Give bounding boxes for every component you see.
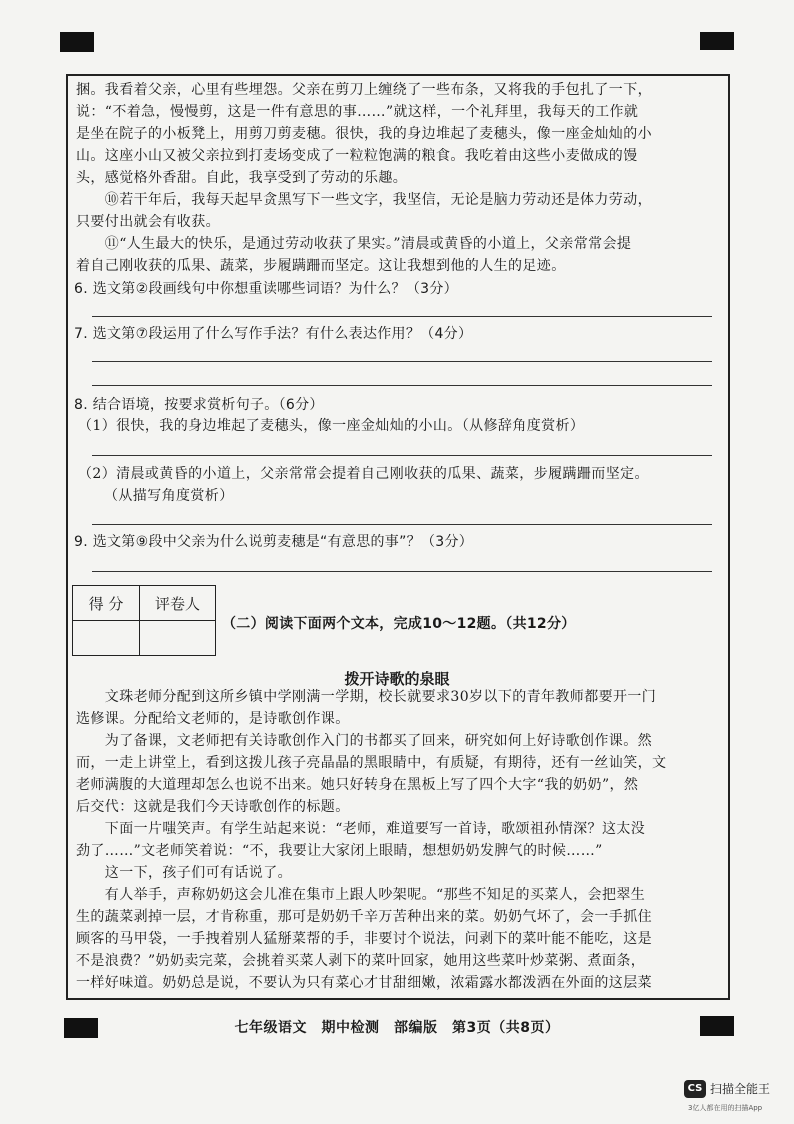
section2-heading: （二）阅读下面两个文本，完成10～12题。（共12分） xyxy=(222,616,576,632)
article-title: 拨开诗歌的泉眼 xyxy=(344,670,450,688)
article-line: 后交代：这就是我们今天诗歌创作的标题。 xyxy=(76,799,350,815)
grader-label: 评卷人 xyxy=(140,586,216,621)
answer-line-7b[interactable] xyxy=(92,385,712,386)
article-line: 为了备课，文老师把有关诗歌创作入门的书都买了回来，研究如何上好诗歌创作课。然 xyxy=(76,733,652,749)
question-8-1: （1）很快，我的身边堆起了麦穗头，像一座金灿灿的小山。（从修辞角度赏析） xyxy=(78,418,585,434)
score-cell[interactable] xyxy=(73,621,140,656)
question-6: 6. 选文第②段画线句中你想重读哪些词语？为什么？（3分） xyxy=(74,281,458,297)
question-8: 8. 结合语境，按要求赏析句子。（6分） xyxy=(74,397,324,413)
question-8-2-note: （从描写角度赏析） xyxy=(104,488,234,504)
article-line: 文珠老师分配到这所乡镇中学刚满一学期，校长就要求30岁以下的青年教师都要开一门 xyxy=(76,689,657,705)
question-7: 7. 选文第⑦段运用了什么写作手法？有什么表达作用？（4分） xyxy=(74,326,473,342)
score-label: 得 分 xyxy=(73,586,140,621)
score-table xyxy=(72,585,216,656)
camscanner-name: 扫描全能王 xyxy=(710,1082,771,1096)
article-line: 劲了……”文老师笑着说：“不，我要让大家闭上眼睛，想想奶奶发脾气的时候……” xyxy=(76,843,603,859)
article-line: 而，一走上讲堂上，看到这拨儿孩子亮晶晶的黑眼睛中，有质疑，有期待，还有一丝讪笑，文 xyxy=(76,755,667,771)
passage-line: 山。这座小山又被父亲拉到打麦场变成了一粒粒饱满的粮食。我吃着由这些小麦做成的馒 xyxy=(76,148,638,164)
article-line: 一样好味道。奶奶总是说，不要认为只有菜心才甘甜细嫩，浓霜露水都泼洒在外面的这层菜 xyxy=(76,975,652,991)
passage-line: ⑪“人生最大的快乐，是通过劳动收获了果实。”清晨或黄昏的小道上，父亲常常会提 xyxy=(76,236,632,252)
article-line: 选修课。分配给文老师的，是诗歌创作课。 xyxy=(76,711,350,727)
passage-line: 着自己刚收获的瓜果、蔬菜，步履蹒跚而坚定。这让我想到他的人生的足迹。 xyxy=(76,258,566,274)
answer-line-8-2[interactable] xyxy=(92,524,712,525)
answer-line-9[interactable] xyxy=(92,571,712,572)
camscanner-logo-icon: CS xyxy=(684,1080,706,1098)
passage-line: ⑩若干年后，我每天起早贪黑写下一些文字，我坚信，无论是脑力劳动还是体力劳动， xyxy=(76,192,652,208)
article-line: 有人举手，声称奶奶这会儿准在集市上跟人吵架呢。“那些不知足的买菜人，会把翠生 xyxy=(76,887,646,903)
passage-line: 说：“不着急，慢慢剪，这是一件有意思的事……”就这样，一个礼拜里，我每天的工作就 xyxy=(76,104,639,120)
article-line: 这一下，孩子们可有话说了。 xyxy=(76,865,292,881)
article-line: 老师满腹的大道理却怎么也说不出来。她只好转身在黑板上写了四个大字“我的奶奶”，然 xyxy=(76,777,639,793)
answer-line-6[interactable] xyxy=(92,316,712,317)
camscanner-tagline: 3亿人都在用的扫描App xyxy=(688,1104,763,1112)
article-line: 不是浪费？”奶奶卖完菜，会挑着买菜人剥下的菜叶回家，她用这些菜叶炒菜粥、煮面条， xyxy=(76,953,646,969)
article-line: 下面一片嗤笑声。有学生站起来说：“老师，难道要写一首诗，歌颂祖孙情深？这太没 xyxy=(76,821,646,837)
corner-mark-top-right xyxy=(700,32,734,50)
passage-line: 捆。我看着父亲，心里有些埋怨。父亲在剪刀上缠绕了一些布条，又将我的手包扎了一下， xyxy=(76,82,652,98)
grader-cell[interactable] xyxy=(140,621,216,656)
answer-line-8-1[interactable] xyxy=(92,455,712,456)
article-line: 顾客的马甲袋，一手拽着别人猛掰菜帮的手，非要讨个说法，问剥下的菜叶能不能吃，这是 xyxy=(76,931,652,947)
passage-line: 是坐在院子的小板凳上，用剪刀剪麦穗。很快，我的身边堆起了麦穗头，像一座金灿灿的小 xyxy=(76,126,652,142)
passage-line: 只要付出就会有收获。 xyxy=(76,214,220,230)
article-line: 生的蔬菜剥掉一层，才肯称重，那可是奶奶千辛万苦种出来的菜。奶奶气坏了，会一手抓住 xyxy=(76,909,652,925)
question-8-2: （2）清晨或黄昏的小道上，父亲常常会提着自己刚收获的瓜果、蔬菜，步履蹒跚而坚定。 xyxy=(78,466,649,482)
answer-line-7a[interactable] xyxy=(92,361,712,362)
corner-mark-top-left xyxy=(60,32,94,52)
page-footer: 七年级语文 期中检测 部编版 第3页（共8页） xyxy=(234,1020,560,1036)
passage-line: 头，感觉格外香甜。自此，我享受到了劳动的乐趣。 xyxy=(76,170,408,186)
question-9: 9. 选文第⑨段中父亲为什么说剪麦穗是“有意思的事”？（3分） xyxy=(74,534,474,550)
